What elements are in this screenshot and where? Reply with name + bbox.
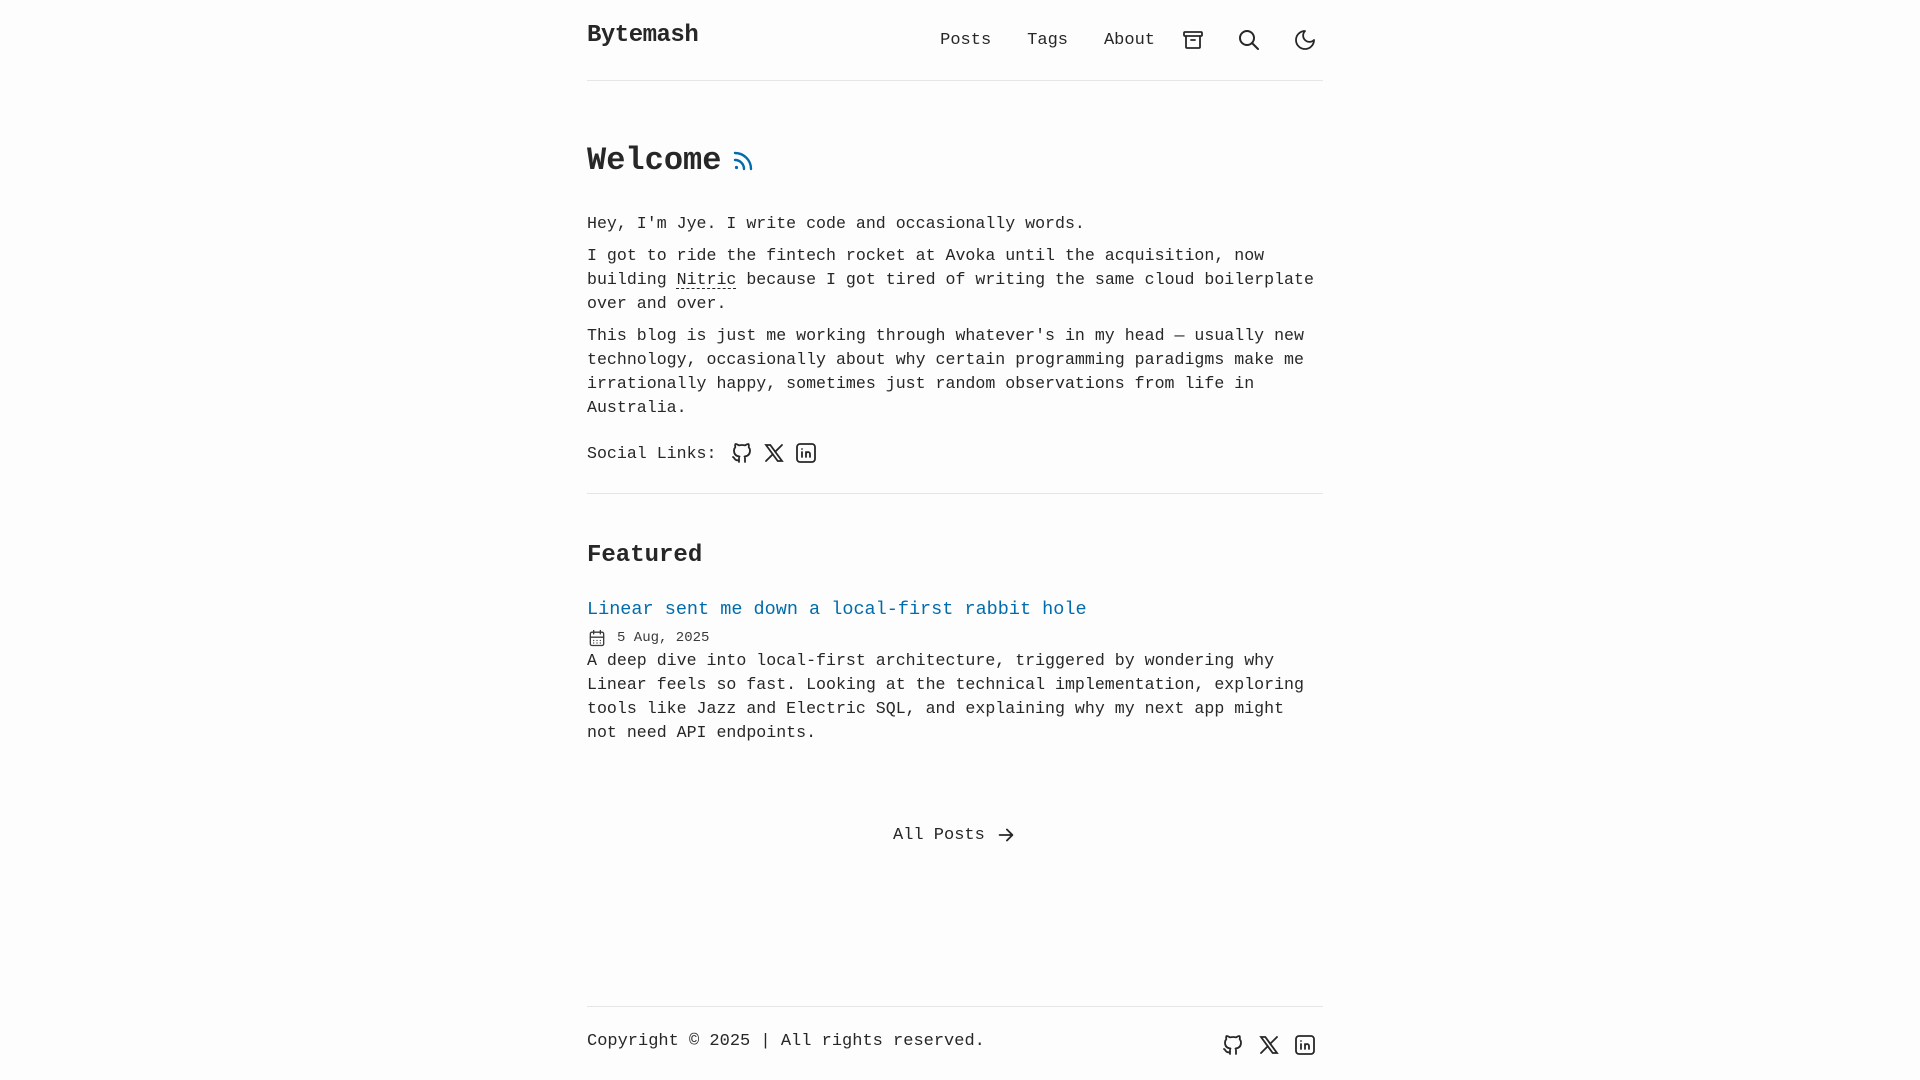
nitric-link[interactable]: Nitric	[676, 270, 737, 289]
featured-post-date	[587, 628, 709, 648]
featured-post-description: A deep dive into local-first architecture, triggered by wondering why Linear feels so fast. Looking at the technical implementation, exploring tools like Jazz and Electric SQL, and explaining why my next app might not need API endpoints.	[587, 651, 1304, 742]
all-posts-label: All Posts	[893, 825, 985, 845]
archive-icon[interactable]	[1175, 22, 1211, 58]
page-title	[587, 142, 755, 179]
featured-heading: Featured	[587, 542, 703, 569]
featured-post-title[interactable]: Linear sent me down a local-first rabbit hole	[587, 599, 1087, 620]
rss-icon[interactable]	[731, 149, 755, 173]
search-icon[interactable]	[1231, 22, 1267, 58]
calendar-icon	[587, 628, 607, 648]
copyright-text: Copyright © 2025 | All rights reserved.	[587, 1032, 985, 1051]
moon-icon[interactable]	[1287, 22, 1323, 58]
site-footer	[587, 1006, 1323, 1080]
blog-description-paragraph: This blog is just me working through whatever's in my head — usually new technology, occasionally about why certain programming paradigms make me irrationally happy, sometimes just random observations from life in Australia.	[587, 326, 1304, 417]
welcome-heading: Welcome	[587, 142, 722, 179]
post-date-text: 5 Aug, 2025	[617, 630, 710, 646]
intro-paragraph: Hey, I'm Jye. I write code and occasionally words.	[587, 214, 1085, 233]
x-icon[interactable]	[758, 437, 790, 469]
nav-posts[interactable]: Posts	[940, 30, 992, 50]
site-logo[interactable]: Bytemash	[587, 22, 699, 49]
footer-x-icon[interactable]	[1251, 1027, 1287, 1063]
footer-github-icon[interactable]	[1215, 1027, 1251, 1063]
footer-social-links	[1215, 1027, 1323, 1063]
main-nav	[940, 22, 1323, 58]
github-icon[interactable]	[726, 437, 758, 469]
nav-about[interactable]: About	[1103, 30, 1155, 50]
section-divider	[587, 493, 1323, 494]
nav-tags[interactable]: Tags	[1027, 30, 1068, 50]
hero-intro	[587, 212, 1323, 428]
arrow-right-icon	[995, 824, 1017, 846]
site-header	[587, 0, 1323, 81]
bio-paragraph: I got to ride the fintech rocket at Avoka until the acquisition, now building Nitric because I got tired of writing the same cloud boilerplate over and over.	[587, 246, 1314, 313]
linkedin-icon[interactable]	[790, 437, 822, 469]
social-links-label: Social Links:	[587, 443, 717, 463]
social-links	[587, 437, 822, 469]
footer-linkedin-icon[interactable]	[1287, 1027, 1323, 1063]
all-posts-link[interactable]	[893, 824, 1017, 846]
